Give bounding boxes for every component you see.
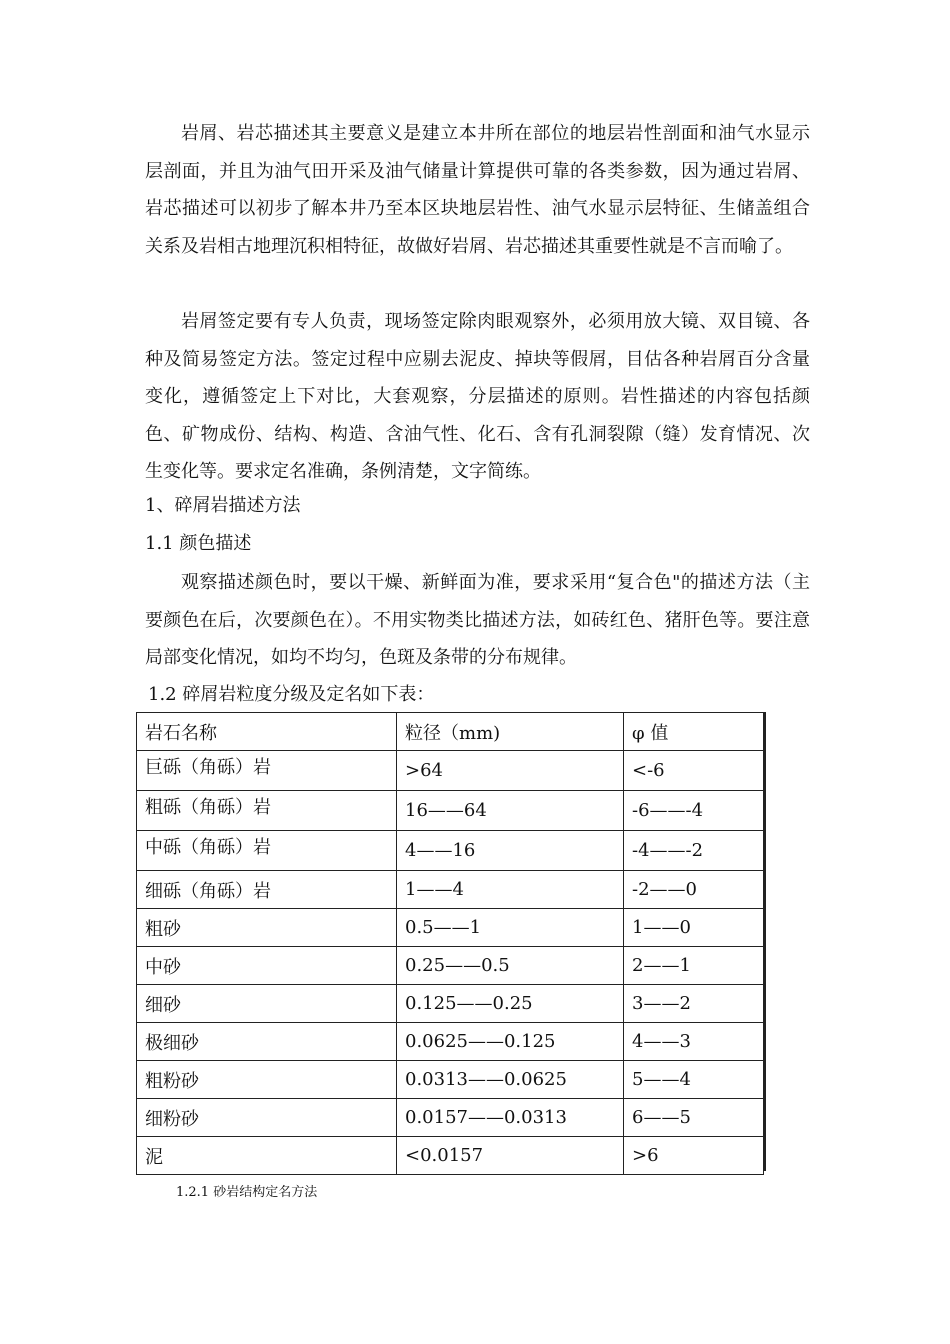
phi-value-cell: 4——3: [624, 1023, 764, 1061]
identification-paragraph: 岩屑签定要有专人负责，现场签定除肉眼观察外，必须用放大镜、双目镜、各种及简易签定方法。签定过程中应剔去泥皮、掉块等假屑，目估各种岩屑百分含量变化，遵循签定上下对比，大套观察，分层描述的原则。岩性描述的内容包括颜色、矿物成份、结构、构造、含油气性、化石、含有孔洞裂隙（缝）发育情况、次生变化等。要求定名准确，条例清楚，文字简练。: [145, 311, 810, 482]
rock-name-cell: 巨砾（角砾）岩: [137, 751, 397, 791]
phi-value-cell: >6: [624, 1137, 764, 1175]
subsection-heading-sandstone: 1.2.1 砂岩结构定名方法: [176, 1185, 318, 1200]
section-heading-grain-size: 1.2 碎屑岩粒度分级及定名如下表：: [148, 684, 435, 705]
grain-size-cell: 16——64: [397, 791, 624, 831]
phi-value-cell: -2——0: [624, 871, 764, 909]
grain-size-cell: 4——16: [397, 831, 624, 871]
section-heading-color: 1.1 颜色描述: [145, 533, 252, 554]
table-row: [137, 909, 764, 947]
grain-size-cell: 0.0157——0.0313: [397, 1099, 624, 1137]
phi-value-cell: 6——5: [624, 1099, 764, 1137]
rock-name-cell: 细砂: [137, 985, 397, 1023]
rock-name-cell: 粗砾（角砾）岩: [137, 791, 397, 831]
rock-name-cell: 中砾（角砾）岩: [137, 831, 397, 871]
rock-name-cell: 细砾（角砾）岩: [137, 871, 397, 909]
rock-name-cell: 泥: [137, 1137, 397, 1175]
rock-name-cell: 细粉砂: [137, 1099, 397, 1137]
grain-size-cell: 0.25——0.5: [397, 947, 624, 985]
rock-name-cell: 极细砂: [137, 1023, 397, 1061]
grain-size-table: [136, 712, 764, 1175]
rock-name-cell: 粗砂: [137, 909, 397, 947]
table-row: [137, 791, 764, 831]
table-header-cell: 岩石名称: [137, 713, 397, 751]
table-row: [137, 751, 764, 791]
grain-size-cell: >64: [397, 751, 624, 791]
grain-size-cell: 0.0625——0.125: [397, 1023, 624, 1061]
table-header-row: [137, 713, 764, 751]
table-row: [137, 1137, 764, 1175]
phi-value-cell: -6——-4: [624, 791, 764, 831]
grain-size-cell: 0.125——0.25: [397, 985, 624, 1023]
table-row: [137, 1061, 764, 1099]
phi-value-cell: 5——4: [624, 1061, 764, 1099]
color-paragraph: 观察描述颜色时，要以干燥、新鲜面为准，要求采用“复合色"的描述方法（主要颜色在后，次要颜色在）。不用实物类比描述方法，如砖红色、猪肝色等。要注意局部变化情况，如均不均匀，色斑及条带的分布规律。: [145, 572, 810, 668]
table-header-cell: 粒径（mm): [397, 713, 624, 751]
phi-value-cell: 2——1: [624, 947, 764, 985]
intro-paragraph: 岩屑、岩芯描述其主要意义是建立本井所在部位的地层岩性剖面和油气水显示层剖面，并且为油气田开采及油气储量计算提供可靠的各类参数，因为通过岩屑、岩芯描述可以初步了解本井乃至本区块地层岩性、油气水显示层特征、生储盖组合关系及岩相古地理沉积相特征，故做好岩屑、岩芯描述其重要性就是不言而喻了。: [145, 123, 810, 257]
table-row: [137, 831, 764, 871]
table-row: [137, 871, 764, 909]
rock-name-cell: 粗粉砂: [137, 1061, 397, 1099]
table-row: [137, 1023, 764, 1061]
grain-size-cell: 0.5——1: [397, 909, 624, 947]
phi-value-cell: <-6: [624, 751, 764, 791]
grain-size-cell: 0.0313——0.0625: [397, 1061, 624, 1099]
table-row: [137, 1099, 764, 1137]
table-row: [137, 985, 764, 1023]
section-heading-clastic: 1、碎屑岩描述方法: [145, 495, 301, 516]
table-right-border: [764, 712, 766, 1171]
rock-name-cell: 中砂: [137, 947, 397, 985]
grain-size-cell: <0.0157: [397, 1137, 624, 1175]
grain-size-cell: 1——4: [397, 871, 624, 909]
table-row: [137, 947, 764, 985]
phi-value-cell: 1——0: [624, 909, 764, 947]
phi-value-cell: -4——-2: [624, 831, 764, 871]
table-header-cell: φ 值: [624, 713, 764, 751]
phi-value-cell: 3——2: [624, 985, 764, 1023]
